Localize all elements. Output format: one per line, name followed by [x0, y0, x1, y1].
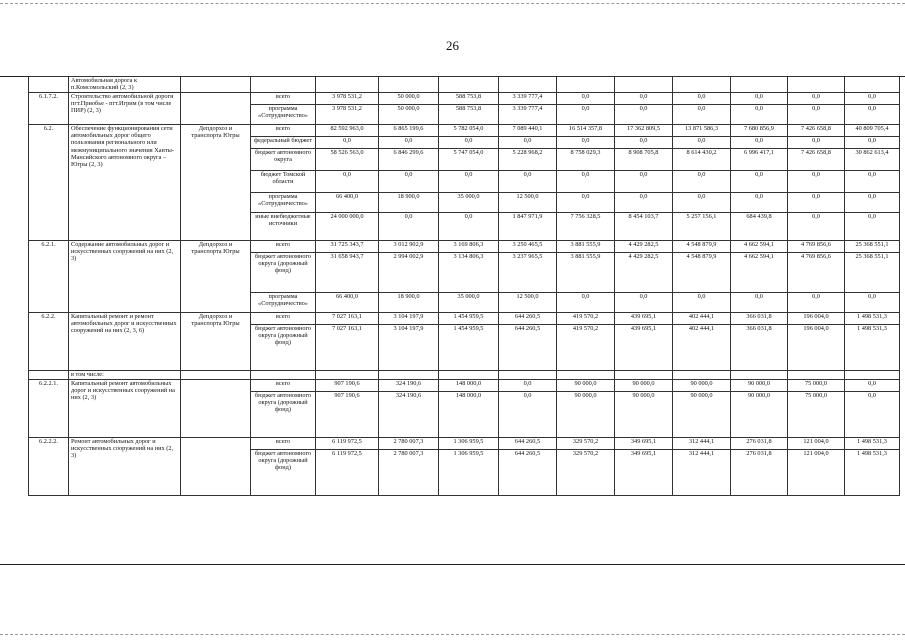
amount-cell: 31 658 943,7: [316, 253, 379, 293]
executor: Депдорхоз и транспорта Югры: [181, 313, 251, 371]
row-number: 6.2.2.1.: [29, 380, 69, 438]
amount-cell: 0,0: [615, 193, 673, 213]
amount-cell: 4 662 594,1: [731, 241, 788, 253]
amount-cell: 0,0: [557, 93, 615, 105]
amount-cell: 90 000,0: [673, 392, 731, 438]
amount-cell: 0,0: [673, 293, 731, 313]
amount-cell: 30 862 613,4: [845, 149, 900, 171]
amount-cell: 312 444,1: [673, 450, 731, 496]
amount-cell: 3 339 777,4: [499, 105, 557, 125]
funding-source: федеральный бюджет: [251, 137, 316, 149]
amount-cell: 0,0: [845, 93, 900, 105]
amount-cell: 1 498 531,3: [845, 313, 900, 325]
amount-cell: 0,0: [731, 293, 788, 313]
amount-cell: 907 190,6: [316, 380, 379, 392]
row-number: [29, 77, 69, 93]
amount-cell: 8 614 430,2: [673, 149, 731, 171]
amount-cell: 35 000,0: [439, 293, 499, 313]
amount-cell: 66 400,0: [316, 193, 379, 213]
amount-cell: 25 368 551,1: [845, 241, 900, 253]
amount-cell: [788, 77, 845, 93]
amount-cell: 0,0: [788, 213, 845, 241]
funding-source: бюджет автономного округа (дорожный фонд): [251, 450, 316, 496]
amount-cell: 0,0: [557, 105, 615, 125]
amount-cell: 0,0: [499, 171, 557, 193]
amount-cell: 0,0: [615, 293, 673, 313]
amount-cell: 90 000,0: [673, 380, 731, 392]
table-row: [29, 438, 900, 450]
amount-cell: 7 426 658,8: [788, 125, 845, 137]
amount-cell: [615, 371, 673, 380]
amount-cell: 439 695,1: [615, 313, 673, 325]
amount-cell: 0,0: [439, 213, 499, 241]
amount-cell: 40 809 705,4: [845, 125, 900, 137]
amount-cell: 90 000,0: [731, 392, 788, 438]
amount-cell: [499, 371, 557, 380]
amount-cell: 31 725 343,7: [316, 241, 379, 253]
amount-cell: 3 169 806,3: [439, 241, 499, 253]
page-top-border: [0, 3, 905, 4]
activity-name: Обеспечение функционирования сети автомобильных дорог общего пользования регионального или межмуниципального значения Ханты-Мансийского автономного округа – Югры (2, 3): [69, 125, 181, 241]
amount-cell: 7 680 856,9: [731, 125, 788, 137]
amount-cell: 3 339 777,4: [499, 93, 557, 105]
amount-cell: 0,0: [788, 105, 845, 125]
amount-cell: 0,0: [673, 105, 731, 125]
activity-name: Капитальный ремонт автомобильных дорог и искусственных сооружений на них (2, 3): [69, 380, 181, 438]
amount-cell: 75 000,0: [788, 392, 845, 438]
funding-table: [28, 76, 900, 496]
row-number: 6.2.2.2.: [29, 438, 69, 496]
amount-cell: 58 526 563,0: [316, 149, 379, 171]
amount-cell: 349 695,1: [615, 438, 673, 450]
funding-source: всего: [251, 125, 316, 137]
amount-cell: 7 426 658,8: [788, 149, 845, 171]
amount-cell: [673, 371, 731, 380]
amount-cell: 4 429 282,5: [615, 241, 673, 253]
activity-name: Капитальный ремонт и ремонт автомобильных дорог и искусственных сооружений на них (2, 3, 6): [69, 313, 181, 371]
table-row: [29, 313, 900, 325]
amount-cell: 75 000,0: [788, 380, 845, 392]
amount-cell: 3 104 197,9: [379, 325, 439, 371]
amount-cell: 35 000,0: [439, 193, 499, 213]
amount-cell: 4 548 879,9: [673, 241, 731, 253]
amount-cell: 0,0: [673, 171, 731, 193]
amount-cell: 419 570,2: [557, 313, 615, 325]
amount-cell: 4 662 594,1: [731, 253, 788, 293]
activity-name: Автомобильная дорога к п.Комсомольский (2, 3): [69, 77, 181, 93]
amount-cell: [316, 371, 379, 380]
amount-cell: [557, 77, 615, 93]
funding-source: всего: [251, 93, 316, 105]
executor: [181, 93, 251, 125]
amount-cell: 0,0: [673, 193, 731, 213]
amount-cell: 0,0: [499, 380, 557, 392]
amount-cell: [379, 371, 439, 380]
table-row: [29, 371, 900, 380]
amount-cell: 6 119 972,5: [316, 450, 379, 496]
amount-cell: [788, 371, 845, 380]
amount-cell: 0,0: [499, 392, 557, 438]
amount-cell: 2 780 007,3: [379, 438, 439, 450]
amount-cell: 439 695,1: [615, 325, 673, 371]
row-number: 6.2.2.: [29, 313, 69, 371]
amount-cell: 0,0: [615, 105, 673, 125]
amount-cell: 0,0: [557, 137, 615, 149]
amount-cell: [439, 77, 499, 93]
amount-cell: 0,0: [731, 105, 788, 125]
amount-cell: 366 031,8: [731, 325, 788, 371]
amount-cell: 0,0: [788, 293, 845, 313]
funding-source: всего: [251, 438, 316, 450]
row-number: 6.2.: [29, 125, 69, 241]
amount-cell: 3 134 806,3: [439, 253, 499, 293]
amount-cell: 0,0: [788, 171, 845, 193]
funding-source: бюджет автономного округа (дорожный фонд): [251, 325, 316, 371]
funding-source: программа «Сотрудничество»: [251, 193, 316, 213]
funding-source: бюджет Томской области: [251, 171, 316, 193]
amount-cell: 0,0: [788, 93, 845, 105]
funding-source: иные внебюджетные источники: [251, 213, 316, 241]
amount-cell: [731, 77, 788, 93]
amount-cell: 366 031,8: [731, 313, 788, 325]
amount-cell: 644 260,5: [499, 325, 557, 371]
amount-cell: 2 994 002,9: [379, 253, 439, 293]
amount-cell: 402 444,1: [673, 325, 731, 371]
amount-cell: 3 881 555,9: [557, 241, 615, 253]
amount-cell: 0,0: [731, 193, 788, 213]
amount-cell: 5 747 054,0: [439, 149, 499, 171]
amount-cell: 2 780 007,3: [379, 450, 439, 496]
amount-cell: [615, 77, 673, 93]
amount-cell: 276 031,8: [731, 438, 788, 450]
executor: Депдорхоз и транспорта Югры: [181, 125, 251, 241]
executor: [181, 371, 251, 380]
table-bottom-rule: [0, 564, 905, 565]
amount-cell: 0,0: [845, 193, 900, 213]
amount-cell: 82 592 963,0: [316, 125, 379, 137]
amount-cell: 90 000,0: [557, 380, 615, 392]
amount-cell: 90 000,0: [731, 380, 788, 392]
amount-cell: [379, 77, 439, 93]
amount-cell: 1 498 531,3: [845, 450, 900, 496]
amount-cell: 6 846 299,6: [379, 149, 439, 171]
amount-cell: [439, 371, 499, 380]
amount-cell: 588 753,8: [439, 105, 499, 125]
amount-cell: 90 000,0: [557, 392, 615, 438]
row-number: 6.2.1.: [29, 241, 69, 313]
amount-cell: [557, 371, 615, 380]
amount-cell: 324 190,6: [379, 380, 439, 392]
amount-cell: 16 514 357,8: [557, 125, 615, 137]
activity-name: Ремонт автомобильных дорог и искусственных сооружений на них (2, 3): [69, 438, 181, 496]
amount-cell: 324 190,6: [379, 392, 439, 438]
amount-cell: 0,0: [379, 171, 439, 193]
amount-cell: 6 865 199,6: [379, 125, 439, 137]
amount-cell: 1 454 959,5: [439, 313, 499, 325]
amount-cell: 0,0: [379, 137, 439, 149]
amount-cell: 1 847 971,9: [499, 213, 557, 241]
amount-cell: 3 012 902,9: [379, 241, 439, 253]
amount-cell: 0,0: [615, 137, 673, 149]
amount-cell: 684 439,8: [731, 213, 788, 241]
amount-cell: 0,0: [731, 137, 788, 149]
activity-name: Строительство автомобильной дороги пгт.Приобье - пгт.Игрим (в том числе ПИР) (2, 3): [69, 93, 181, 125]
amount-cell: 0,0: [439, 137, 499, 149]
funding-source: бюджет автономного округа: [251, 149, 316, 171]
amount-cell: 50 000,0: [379, 93, 439, 105]
table-row: [29, 125, 900, 137]
amount-cell: 4 429 282,5: [615, 253, 673, 293]
amount-cell: 5 228 968,2: [499, 149, 557, 171]
table-row: [29, 241, 900, 253]
amount-cell: [316, 77, 379, 93]
amount-cell: 1 454 959,5: [439, 325, 499, 371]
amount-cell: 0,0: [557, 293, 615, 313]
amount-cell: 0,0: [557, 171, 615, 193]
amount-cell: 5 782 054,0: [439, 125, 499, 137]
executor: Депдорхоз и транспорта Югры: [181, 241, 251, 313]
table-row: [29, 380, 900, 392]
amount-cell: 148 000,0: [439, 380, 499, 392]
amount-cell: 18 900,0: [379, 293, 439, 313]
amount-cell: 25 368 551,1: [845, 253, 900, 293]
amount-cell: 1 498 531,3: [845, 438, 900, 450]
amount-cell: 0,0: [845, 171, 900, 193]
table-row: [29, 77, 900, 93]
amount-cell: 196 004,0: [788, 325, 845, 371]
amount-cell: 7 089 440,1: [499, 125, 557, 137]
amount-cell: 3 237 965,5: [499, 253, 557, 293]
amount-cell: 0,0: [731, 171, 788, 193]
amount-cell: 4 769 856,6: [788, 253, 845, 293]
amount-cell: 276 031,8: [731, 450, 788, 496]
amount-cell: 13 871 586,3: [673, 125, 731, 137]
amount-cell: [845, 371, 900, 380]
amount-cell: [845, 77, 900, 93]
funding-source: программа «Сотрудничество»: [251, 293, 316, 313]
amount-cell: 0,0: [316, 137, 379, 149]
amount-cell: 0,0: [673, 93, 731, 105]
amount-cell: 1 498 531,3: [845, 325, 900, 371]
amount-cell: 644 260,5: [499, 450, 557, 496]
amount-cell: 3 250 465,5: [499, 241, 557, 253]
amount-cell: 6 119 972,5: [316, 438, 379, 450]
amount-cell: 8 758 029,3: [557, 149, 615, 171]
amount-cell: 644 260,5: [499, 438, 557, 450]
amount-cell: 18 900,0: [379, 193, 439, 213]
amount-cell: 6 996 417,1: [731, 149, 788, 171]
amount-cell: 0,0: [788, 193, 845, 213]
amount-cell: 0,0: [731, 93, 788, 105]
amount-cell: 12 500,0: [499, 293, 557, 313]
amount-cell: 3 104 197,9: [379, 313, 439, 325]
amount-cell: 349 695,1: [615, 450, 673, 496]
amount-cell: [673, 77, 731, 93]
amount-cell: 329 570,2: [557, 438, 615, 450]
funding-source: бюджет автономного округа (дорожный фонд): [251, 253, 316, 293]
amount-cell: 5 257 156,1: [673, 213, 731, 241]
amount-cell: 8 454 103,7: [615, 213, 673, 241]
amount-cell: 3 978 531,2: [316, 105, 379, 125]
row-number: 6.1.7.2.: [29, 93, 69, 125]
amount-cell: 7 027 163,1: [316, 313, 379, 325]
amount-cell: 644 260,5: [499, 313, 557, 325]
amount-cell: 907 190,6: [316, 392, 379, 438]
amount-cell: 90 000,0: [615, 392, 673, 438]
amount-cell: 0,0: [439, 171, 499, 193]
funding-source: [251, 371, 316, 380]
funding-source: [251, 77, 316, 93]
amount-cell: 312 444,1: [673, 438, 731, 450]
funding-source: всего: [251, 380, 316, 392]
executor: [181, 438, 251, 496]
amount-cell: 3 881 555,9: [557, 253, 615, 293]
amount-cell: 121 004,0: [788, 438, 845, 450]
amount-cell: 0,0: [845, 213, 900, 241]
funding-source: бюджет автономного округа (дорожный фонд): [251, 392, 316, 438]
amount-cell: 0,0: [499, 137, 557, 149]
table-row: [29, 93, 900, 105]
amount-cell: 1 306 959,5: [439, 438, 499, 450]
amount-cell: 121 004,0: [788, 450, 845, 496]
activity-name: Содержание автомобильных дорог и искусственных сооружений на них (2, 3): [69, 241, 181, 313]
amount-cell: 7 756 328,5: [557, 213, 615, 241]
row-number: [29, 371, 69, 380]
funding-source: всего: [251, 241, 316, 253]
amount-cell: 0,0: [557, 193, 615, 213]
page-bottom-border: [0, 634, 905, 635]
amount-cell: 0,0: [316, 171, 379, 193]
page-number: 26: [446, 38, 459, 53]
amount-cell: 196 004,0: [788, 313, 845, 325]
amount-cell: 66 400,0: [316, 293, 379, 313]
amount-cell: 17 362 809,5: [615, 125, 673, 137]
amount-cell: 12 500,0: [499, 193, 557, 213]
funding-source: программа «Сотрудничество»: [251, 105, 316, 125]
amount-cell: 0,0: [845, 293, 900, 313]
amount-cell: 0,0: [615, 171, 673, 193]
amount-cell: 4 548 879,9: [673, 253, 731, 293]
amount-cell: 0,0: [615, 93, 673, 105]
amount-cell: 90 000,0: [615, 380, 673, 392]
amount-cell: 1 306 959,5: [439, 450, 499, 496]
amount-cell: [499, 77, 557, 93]
amount-cell: 8 908 705,8: [615, 149, 673, 171]
executor: [181, 77, 251, 93]
amount-cell: 0,0: [845, 105, 900, 125]
amount-cell: 0,0: [845, 392, 900, 438]
amount-cell: 0,0: [845, 380, 900, 392]
amount-cell: 329 570,2: [557, 450, 615, 496]
amount-cell: 24 000 000,0: [316, 213, 379, 241]
amount-cell: 7 027 163,1: [316, 325, 379, 371]
funding-source: всего: [251, 313, 316, 325]
amount-cell: 0,0: [673, 137, 731, 149]
executor: [181, 380, 251, 438]
amount-cell: [731, 371, 788, 380]
amount-cell: 4 769 856,6: [788, 241, 845, 253]
amount-cell: 0,0: [788, 137, 845, 149]
amount-cell: 419 570,2: [557, 325, 615, 371]
activity-name: в том числе:: [69, 371, 181, 380]
amount-cell: 588 753,8: [439, 93, 499, 105]
amount-cell: 3 978 531,2: [316, 93, 379, 105]
amount-cell: 50 000,0: [379, 105, 439, 125]
amount-cell: 402 444,1: [673, 313, 731, 325]
amount-cell: 0,0: [379, 213, 439, 241]
amount-cell: 148 000,0: [439, 392, 499, 438]
amount-cell: 0,0: [845, 137, 900, 149]
funding-table-body: [29, 77, 900, 496]
